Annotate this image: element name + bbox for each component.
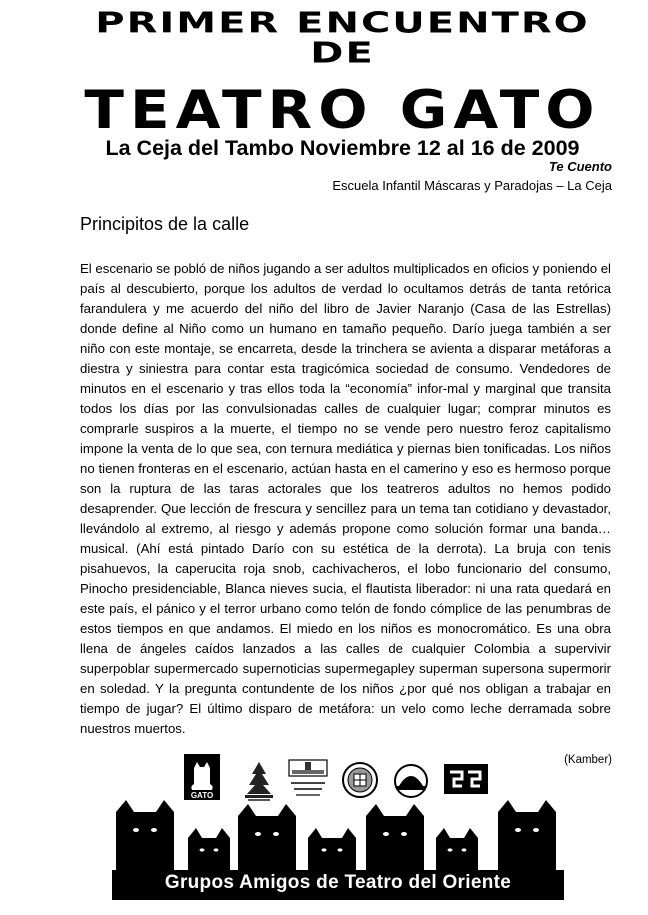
monument-logo-icon [288, 758, 328, 802]
circle-logo-icon [392, 762, 430, 800]
poster-header [70, 6, 615, 161]
cat-silhouettes-icon [112, 798, 564, 878]
footer-banner [112, 798, 564, 902]
festival-title-line-1: PRIMER ENCUENTRO DE [95, 6, 590, 70]
company-name: Escuela Infantil Máscaras y Paradojas – La Ceja [332, 178, 612, 193]
tree-logo-icon [242, 758, 276, 802]
seal-logo-icon [340, 758, 380, 802]
bold-letters-logo-icon [444, 764, 488, 794]
festival-dates: La Ceja del Tambo Noviembre 12 al 16 de 2009 [105, 136, 580, 160]
article-body: El escenario se pobló de niños jugando a ser adultos multiplicados en oficios y poniendo el país al descubierto, porque los adultos de verdad lo ocultamos detrás de tanta retórica farandulera y me acuerdo del niño del libro de Javier Naranjo (Casa de las Estrellas) donde define al Niño como un humano en tamaño pequeño. Darío juega también a ser niño con este montaje, se encarreta, desde la trinchera se avienta a disparar metáforas a diestra y siniestra para contar esta tragicómica sociedad de consumo. Vendedores de minutos en el escenario y tras ellos toda la “economía” infor-mal y marginal que transita todos los días por las convulsionadas calles de cualquier lugar; comprar minutos es comprarle suspiros a la muerte, el tiempo no se vende pero nuestro feroz capitalismo impone la venta de lo que sea, con ternura mediática y piernas bien tonificadas. Los niños no tienen fronteras en el escenario, actúan hasta en el camerino y eso es hermoso porque son la ruptura de las taras actorales que los teatreros adultos no hemos podido desaprender. Que lección de frescura y sencillez para un tema tan cotidiano y devastador, llevándolo al extremo, al riesgo y además propone como solución formar una banda… musical. (Ahí está pintado Darío con su estética de la derrota). La bruja con tenis pisahuevos, la caperucita roja snob, cachivacheros, el lobo funcionario del consumo, Pinocho presidenciable, Blanca nieves sucia, el flautista liberador: ni una rata quedará en este país, el pánico y el terror urbano como telón de fondo cómplice de las penumbras de estos tiempos en que andamos. El miedo en los niños es monocromático. Es una obra llena de ángeles caídos lanzados a las calles de cualquier Colombia a supervivir superpoblar supermercado supernoticias supermegapley superman supersona supermorir en soledad. Y la pregunta contundente de los niños ¿por qué nos obligan a trabajar en tiempo de jugar? El último disparo de metáfora: un velo como leche derramada sobre nuestros muertos. [80, 261, 611, 736]
play-title: Te Cuento [548, 159, 612, 174]
author-signature: (Kamber) [564, 754, 612, 766]
play-credit [332, 157, 612, 195]
article-heading: Principitos de la calle [80, 214, 250, 234]
festival-title-line-2: TEATRO GATO [84, 79, 601, 141]
cat-logo-icon [184, 754, 220, 800]
gato-logo-label: GATO [190, 791, 214, 800]
footer-banner-text: Grupos Amigos de Teatro del Oriente [164, 872, 512, 893]
